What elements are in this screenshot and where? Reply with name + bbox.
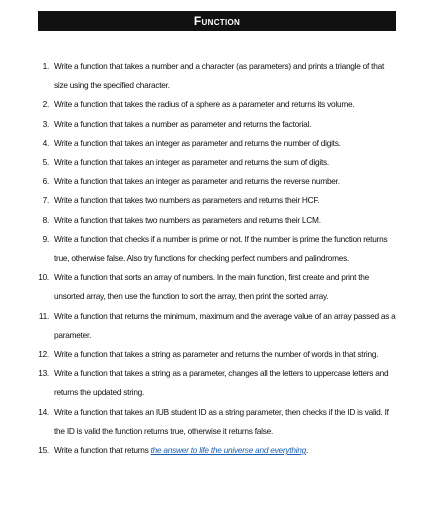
item-number: 13.	[38, 368, 49, 379]
item-text-line: Write a function that takes an integer as parameter and returns the sum of digits.	[54, 157, 329, 168]
list-item	[28, 268, 394, 306]
item-text-line: unsorted array, then use the function to sort the array, then print the sorted array.	[54, 291, 329, 302]
list-item	[28, 115, 394, 134]
item-number: 8.	[42, 214, 49, 225]
item-number: 1.	[42, 61, 49, 71]
item-text-line: Write a function that takes the radius of a sphere as a parameter and returns its volume.	[54, 99, 355, 110]
item-text	[54, 268, 394, 306]
item-text-line: Write a function that takes a string as parameter and returns the number of words in that string.	[54, 349, 379, 360]
item-text-line: Write a function that takes two numbers as parameters and returns their LCM.	[54, 214, 321, 225]
item-number: 3.	[42, 118, 49, 129]
list-item	[28, 307, 394, 345]
item-text	[54, 153, 394, 172]
exercise-list	[28, 57, 394, 460]
item-text	[54, 441, 394, 460]
item-text-line: Write a function that sorts an array of numbers. In the main function, first create and print the	[54, 272, 370, 283]
item-text-line: returns the updated string.	[54, 387, 145, 398]
item-number: 12.	[38, 349, 49, 360]
item-text-line: the ID is valid the function returns true, otherwise it returns false.	[54, 425, 274, 436]
item-text	[54, 172, 394, 191]
item-number: 5.	[42, 157, 49, 168]
item-text-line: parameter.	[54, 329, 92, 340]
item-number: 2.	[42, 99, 49, 110]
item-text	[54, 230, 394, 268]
item-text-line: Write a function that takes an IUB student ID as a string parameter, then checks if the ID is valid. If	[54, 406, 389, 417]
item-number: 4.	[42, 137, 49, 148]
item-text	[54, 191, 394, 210]
page-title: Function	[193, 14, 241, 28]
item-text	[54, 115, 394, 134]
item-text	[54, 57, 394, 95]
list-item	[28, 364, 394, 402]
list-item	[28, 57, 394, 95]
item-text	[54, 307, 396, 345]
answer-link[interactable]: the answer to life the universe and everything	[150, 445, 307, 456]
list-item	[28, 403, 394, 441]
item-text	[54, 403, 394, 441]
item-text-line: Write a function that takes an integer as parameter and returns the number of digits.	[54, 137, 341, 148]
item-text-line: Write a function that checks if a number is prime or not. If the number is prime the function returns	[54, 233, 388, 244]
item-number: 9.	[42, 233, 49, 244]
item-text	[54, 95, 394, 114]
list-item	[28, 345, 394, 364]
item-text-line: size using the specified character.	[54, 80, 170, 91]
item-number: 6.	[42, 176, 49, 187]
item-text	[54, 345, 394, 364]
list-item	[28, 191, 394, 210]
item-text-line: true, otherwise false. Also try functions for checking perfect numbers and palindromes.	[54, 253, 350, 264]
item-text-line: Write a function that takes an integer as parameter and returns the reverse number.	[54, 176, 340, 187]
item-number: 7.	[42, 195, 49, 206]
list-item	[28, 153, 394, 172]
item-text	[54, 364, 394, 402]
item-text-line: Write a function that takes a number and a character (as parameters) and prints a triangle of that	[54, 61, 384, 71]
item-text	[54, 211, 394, 230]
item-number: 11.	[38, 310, 49, 321]
item-text-line	[54, 441, 394, 460]
list-item	[28, 172, 394, 191]
list-item	[28, 211, 394, 230]
list-item	[28, 441, 394, 460]
item-text-line: Write a function that takes a string as a parameter, changes all the letters to uppercase letters and	[54, 368, 389, 379]
item-text-prefix: Write a function that returns	[54, 445, 151, 456]
list-item	[28, 230, 394, 268]
list-item	[28, 95, 394, 114]
item-number: 14.	[38, 406, 49, 417]
item-text-suffix: .	[306, 445, 309, 456]
item-text-line: Write a function that takes a number as parameter and returns the factorial.	[54, 118, 312, 129]
item-text	[54, 134, 394, 153]
title-banner	[38, 11, 396, 31]
item-number: 10.	[38, 272, 49, 283]
item-text-line: Write a function that returns the minimum, maximum and the average value of an array passed as a	[54, 310, 396, 321]
item-text-line: Write a function that takes two numbers as parameters and returns their HCF.	[54, 195, 320, 206]
list-item	[28, 134, 394, 153]
item-number: 15.	[38, 445, 49, 456]
